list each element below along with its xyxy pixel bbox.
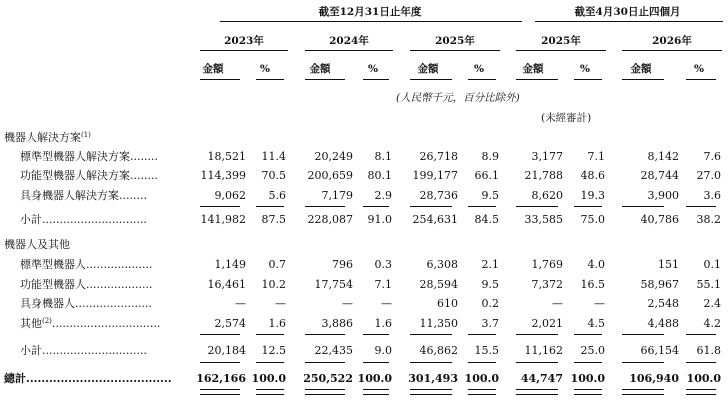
column-header-rule	[256, 79, 284, 80]
table-cell: 26,718	[419, 150, 458, 163]
row-label-text: 總計	[4, 372, 26, 385]
rule	[256, 206, 284, 207]
double-rule	[622, 389, 664, 395]
group-header-fiscal-year: 截至12月31日止年度	[318, 6, 422, 18]
row-label	[20, 344, 147, 357]
table-cell: 4.2	[703, 317, 721, 330]
table-cell: 151	[658, 258, 679, 271]
table-cell: 106,940	[629, 372, 679, 385]
double-rule	[516, 389, 558, 395]
table-cell: 55.1	[696, 278, 721, 291]
unit-note: (人民幣千元，百分比除外)	[396, 92, 520, 104]
table-cell: 0.1	[703, 258, 721, 271]
rule	[516, 206, 558, 207]
rule	[200, 362, 240, 363]
group-header-rule-fy	[220, 21, 522, 22]
table-cell: 141,982	[200, 213, 246, 226]
table-cell: 9.5	[481, 189, 499, 202]
column-header-rule	[622, 79, 664, 80]
table-cell: 114,399	[200, 169, 246, 182]
column-header-percent: %	[260, 63, 270, 75]
table-cell: 199,177	[412, 169, 458, 182]
table-cell: 9,062	[214, 189, 246, 202]
table-cell: 70.5	[261, 169, 286, 182]
table-cell: 84.5	[474, 213, 499, 226]
table-cell: 0.7	[268, 258, 286, 271]
table-cell: 9.0	[374, 344, 392, 357]
table-cell: 3.6	[703, 189, 721, 202]
table-cell: 6,308	[426, 258, 458, 271]
table-cell: 2.4	[703, 297, 721, 310]
rule	[305, 362, 345, 363]
table-cell: 40,786	[640, 213, 679, 226]
column-header-rule	[410, 79, 452, 80]
table-cell: 610	[437, 297, 458, 310]
rule	[363, 334, 389, 335]
rule	[363, 206, 389, 207]
double-rule	[686, 389, 716, 395]
table-cell: 16.5	[580, 278, 605, 291]
table-cell: 7.1	[374, 278, 392, 291]
table-cell: 100.0	[357, 372, 392, 385]
table-cell: 44,747	[520, 372, 563, 385]
table-cell: 8,142	[647, 150, 679, 163]
row-label	[20, 278, 152, 291]
rule	[686, 334, 716, 335]
leader-dots: ........	[130, 150, 158, 163]
table-cell: 4,488	[647, 317, 679, 330]
table-cell: —	[552, 297, 563, 310]
table-cell: 18,521	[207, 150, 246, 163]
table-cell: 10.2	[261, 278, 286, 291]
row-label	[4, 372, 172, 385]
table-cell: 16,461	[207, 278, 246, 291]
column-header-rule	[305, 79, 345, 80]
rule	[574, 206, 602, 207]
column-header-rule	[363, 79, 389, 80]
leader-dots: ...................	[86, 258, 153, 271]
rule	[516, 334, 558, 335]
table-cell: 7,179	[321, 189, 353, 202]
double-rule	[256, 389, 284, 395]
table-cell: 11,350	[419, 317, 458, 330]
row-label-text: 小計	[20, 344, 42, 357]
table-cell: 2.1	[481, 258, 499, 271]
year-header-2024: 2024年	[329, 35, 369, 47]
rule	[305, 334, 345, 335]
table-cell: 33,585	[524, 213, 563, 226]
rule	[516, 362, 558, 363]
year-header-2026-4m: 2026年	[652, 35, 692, 47]
row-label-text: 標準型機器人	[20, 258, 86, 271]
row-label	[20, 189, 147, 202]
table-cell: 9.5	[481, 278, 499, 291]
table-cell: 8.9	[481, 150, 499, 163]
rule	[622, 334, 664, 335]
table-cell: 19.3	[580, 189, 605, 202]
row-label	[20, 213, 147, 226]
table-cell: 2,574	[214, 317, 246, 330]
table-cell: 48.6	[580, 169, 605, 182]
year-rule	[305, 50, 393, 51]
row-label	[20, 258, 152, 271]
group-header-four-months: 截至4月30日止四個月	[574, 6, 681, 18]
table-cell: 17,754	[314, 278, 353, 291]
footnote-marker: (1)	[81, 131, 91, 139]
rule	[468, 206, 496, 207]
column-header-rule	[516, 79, 558, 80]
column-header-amount: 金額	[630, 63, 652, 75]
rule	[686, 362, 716, 363]
table-cell: —	[235, 297, 246, 310]
table-cell: 0.2	[481, 297, 499, 310]
rule	[410, 362, 452, 363]
row-label	[4, 131, 91, 144]
table-cell: 162,166	[196, 372, 246, 385]
rule	[622, 206, 664, 207]
table-cell: 100.0	[251, 372, 286, 385]
leader-dots: ......................	[75, 297, 152, 310]
table-cell: 12.5	[261, 344, 286, 357]
row-label-text: 功能型機器人解決方案	[20, 169, 130, 182]
column-header-percent: %	[474, 63, 484, 75]
year-header-2023: 2023年	[224, 35, 264, 47]
table-cell: 21,788	[524, 169, 563, 182]
table-cell: 200,659	[307, 169, 353, 182]
table-cell: 3,886	[321, 317, 353, 330]
year-header-2025-4m: 2025年	[541, 35, 581, 47]
table-cell: 25.0	[580, 344, 605, 357]
table-cell: 66,154	[640, 344, 679, 357]
row-label	[20, 297, 152, 310]
double-rule	[363, 389, 389, 395]
rule	[305, 206, 345, 207]
table-cell: 66.1	[474, 169, 499, 182]
table-cell: 2,021	[531, 317, 563, 330]
double-rule	[305, 389, 345, 395]
row-label	[20, 169, 158, 182]
table-cell: 0.3	[374, 258, 392, 271]
table-cell: 100.0	[686, 372, 721, 385]
column-header-percent: %	[694, 63, 704, 75]
table-cell: 91.0	[367, 213, 392, 226]
unaudited-note: (未經審計)	[541, 112, 592, 124]
leader-dots: ..............................	[42, 213, 147, 226]
rule	[256, 362, 284, 363]
table-cell: —	[381, 297, 392, 310]
table-cell: 3,900	[647, 189, 679, 202]
row-label-text: 機器人解決方案	[4, 131, 81, 144]
table-cell: 58,967	[640, 278, 679, 291]
table-cell: —	[342, 297, 353, 310]
table-cell: 38.2	[696, 213, 721, 226]
table-cell: 11,162	[524, 344, 563, 357]
rule	[574, 362, 602, 363]
column-header-percent: %	[580, 63, 590, 75]
table-cell: 3.7	[481, 317, 499, 330]
table-cell: 1,769	[531, 258, 563, 271]
leader-dots: ...................	[86, 278, 153, 291]
column-header-amount: 金額	[522, 63, 544, 75]
row-label-text: 功能型機器人	[20, 278, 86, 291]
table-cell: 8,620	[531, 189, 563, 202]
table-cell: 2.9	[374, 189, 392, 202]
group-header-rule-4m	[535, 21, 723, 22]
row-label-text: 標準型機器人解決方案	[20, 150, 130, 163]
column-header-rule	[574, 79, 602, 80]
row-label-text: 具身機器人	[20, 297, 75, 310]
column-header-percent: %	[368, 63, 378, 75]
footnote-marker: (2)	[42, 317, 52, 325]
double-rule	[410, 389, 452, 395]
rule	[468, 334, 496, 335]
table-cell: 7.1	[587, 150, 605, 163]
table-cell: 4.5	[587, 317, 605, 330]
year-rule	[516, 50, 606, 51]
rule	[363, 362, 389, 363]
table-cell: 1,149	[214, 258, 246, 271]
year-rule	[410, 50, 500, 51]
table-cell: 87.5	[261, 213, 286, 226]
table-cell: 75.0	[580, 213, 605, 226]
table-cell: 3,177	[531, 150, 563, 163]
row-label-text: 機器人及其他	[4, 238, 70, 251]
rule	[574, 334, 602, 335]
table-cell: 20,249	[314, 150, 353, 163]
row-label-text: 具身機器人解決方案	[20, 189, 119, 202]
table-cell: 28,594	[419, 278, 458, 291]
leader-dots: ...............................	[51, 317, 161, 330]
table-cell: 1.6	[374, 317, 392, 330]
rule	[256, 334, 284, 335]
table-cell: 2,548	[647, 297, 679, 310]
rule	[410, 334, 452, 335]
row-label	[20, 317, 160, 330]
table-cell: 61.8	[696, 344, 721, 357]
table-cell: 228,087	[307, 213, 353, 226]
row-label	[20, 150, 158, 163]
year-rule	[200, 50, 288, 51]
table-cell: 100.0	[570, 372, 605, 385]
table-cell: 22,435	[314, 344, 353, 357]
table-cell: 80.1	[367, 169, 392, 182]
rule	[686, 206, 716, 207]
double-rule	[200, 389, 240, 395]
double-rule	[468, 389, 496, 395]
rule	[410, 206, 452, 207]
table-cell: 796	[332, 258, 353, 271]
table-cell: 254,631	[412, 213, 458, 226]
leader-dots: ..............................	[42, 344, 147, 357]
year-rule	[622, 50, 722, 51]
table-cell: 27.0	[696, 169, 721, 182]
column-header-amount: 金額	[202, 63, 224, 75]
row-label-text: 小計	[20, 213, 42, 226]
table-cell: 5.6	[268, 189, 286, 202]
table-cell: 15.5	[474, 344, 499, 357]
column-header-amount: 金額	[417, 63, 439, 75]
leader-dots: ........	[130, 169, 158, 182]
table-cell: 8.1	[374, 150, 392, 163]
table-cell: 1.6	[268, 317, 286, 330]
column-header-rule	[200, 79, 240, 80]
table-cell: —	[275, 297, 286, 310]
table-cell: —	[594, 297, 605, 310]
table-cell: 11.4	[261, 150, 286, 163]
table-cell: 28,736	[419, 189, 458, 202]
rule	[622, 362, 664, 363]
table-cell: 100.0	[464, 372, 499, 385]
table-cell: 301,493	[408, 372, 458, 385]
row-label	[4, 238, 70, 251]
table-cell: 7,372	[531, 278, 563, 291]
leader-dots: ......................................	[26, 372, 172, 385]
column-header-amount: 金額	[309, 63, 331, 75]
rule	[200, 334, 240, 335]
rule	[200, 206, 240, 207]
column-header-rule	[468, 79, 496, 80]
year-header-2025: 2025年	[435, 35, 475, 47]
double-rule	[574, 389, 602, 395]
leader-dots: ........	[119, 189, 147, 202]
rule	[468, 362, 496, 363]
table-cell: 46,862	[419, 344, 458, 357]
table-cell: 250,522	[303, 372, 353, 385]
row-label-text: 其他	[20, 317, 42, 330]
table-cell: 20,184	[207, 344, 246, 357]
table-cell: 28,744	[640, 169, 679, 182]
table-cell: 4.0	[587, 258, 605, 271]
column-header-rule	[686, 79, 716, 80]
table-cell: 7.6	[703, 150, 721, 163]
